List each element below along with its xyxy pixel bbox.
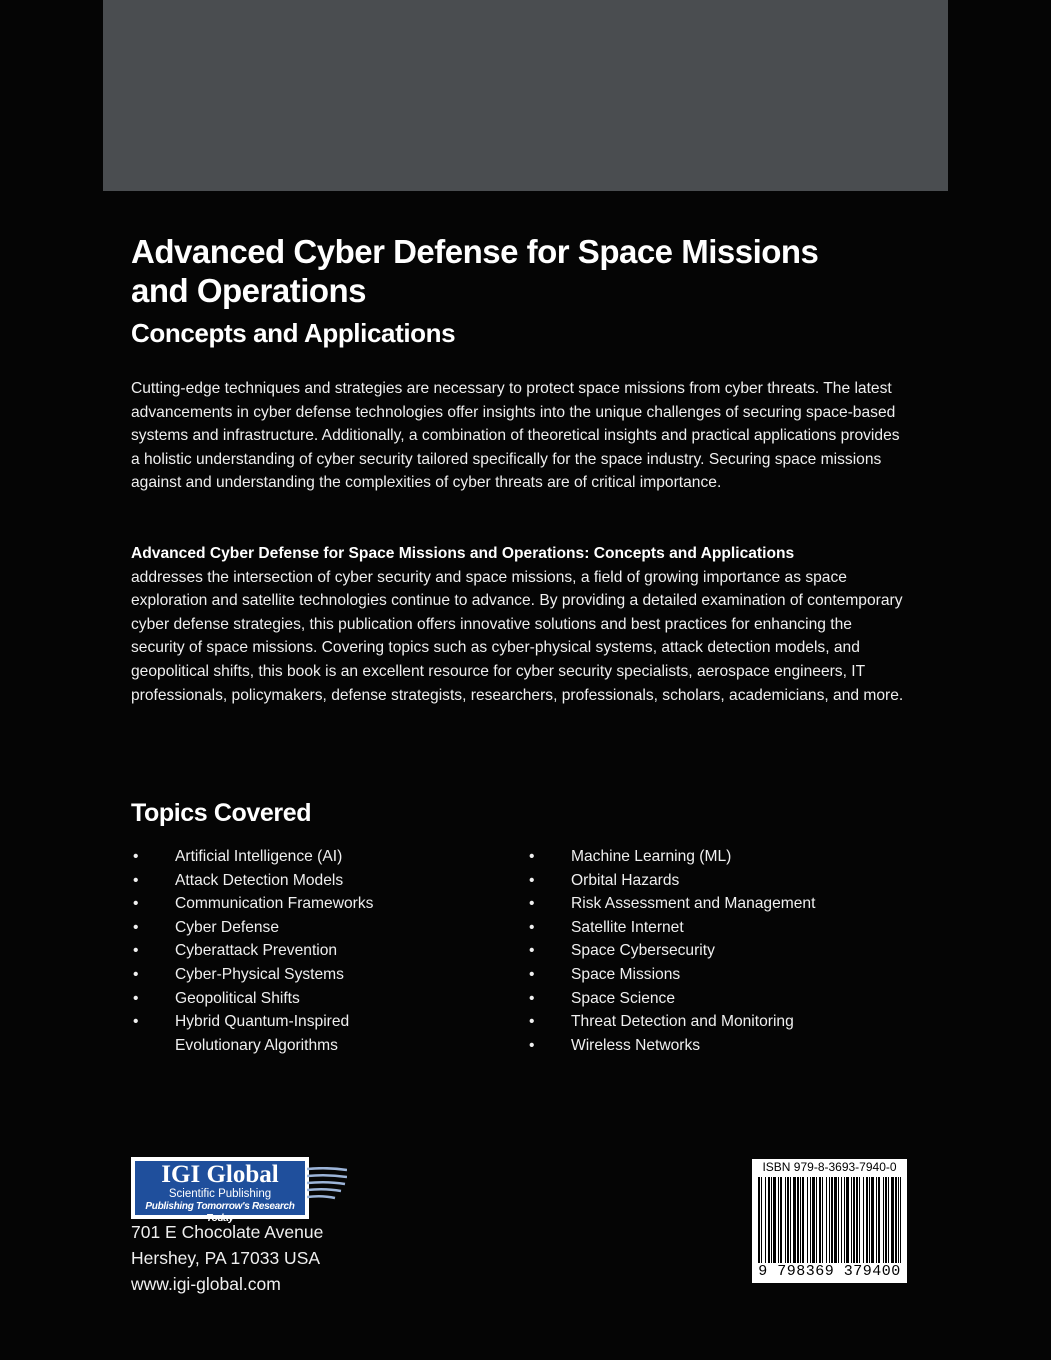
bullet: • <box>133 871 139 889</box>
topics-list-right <box>527 845 927 1057</box>
description-paragraph-1: Cutting-edge techniques and strategies are necessary to protect space missions from cyber threats. The latest advancements in cyber defense technologies offer insights into the unique challenges of securing space-based systems and infrastructure. Additionally, a combination of theoretical insights and practical applications provides a holistic understanding of cyber security tailored specifically for the space industry. Securing space missions against and understanding the complexities of cyber threats are of critical importance. <box>131 380 900 492</box>
barcode-bar <box>866 1177 868 1263</box>
barcode-bar <box>785 1177 786 1263</box>
barcode-bar <box>900 1177 901 1263</box>
bullet: • <box>133 989 139 1007</box>
topic-label: Hybrid Quantum-Inspired Evolutionary Algorithms <box>175 1013 350 1054</box>
topic-label: Geopolitical Shifts <box>175 989 300 1007</box>
topic-label: Space Cybersecurity <box>571 942 715 960</box>
topic-label: Attack Detection Models <box>175 871 344 889</box>
topic-item <box>131 963 511 987</box>
barcode-bar <box>895 1177 897 1263</box>
description-body: addresses the intersection of cyber security and space missions, a field of growing importance as space exploration and satellite technologies continue to advance. By providing a detailed examination of contemporary cyber defense strategies, this publication offers innovative solutions and best practices for enhancing the security of space missions. Covering topics such as cyber-physical systems, attack detection models, and geopolitical shifts, this book is an excellent resource for cyber security specialists, aerospace engineers, IT professionals, policymakers, defense strategists, researchers, professionals, scholars, academicians, and more. <box>131 568 904 704</box>
address-city: Hershey, PA 17033 USA <box>131 1248 321 1268</box>
logo-subtitle: Scientific Publishing <box>168 1188 272 1200</box>
bullet: • <box>529 848 535 865</box>
barcode-bar <box>793 1177 796 1263</box>
topic-item <box>131 845 511 869</box>
barcode-bar <box>758 1177 760 1263</box>
bullet: • <box>133 965 139 983</box>
topic-label: Machine Learning (ML) <box>571 848 732 865</box>
isbn-barcode <box>752 1159 907 1283</box>
barcode-bar <box>846 1177 849 1263</box>
barcode-bar <box>859 1177 860 1263</box>
topic-label: Cyber Defense <box>175 918 280 936</box>
book-title: Advanced Cyber Defense for Space Missions and Operations <box>131 233 819 309</box>
topic-label: Space Science <box>571 989 676 1007</box>
barcode-bar <box>768 1177 770 1263</box>
barcode-bar <box>761 1177 762 1263</box>
bullet: • <box>133 848 139 865</box>
bullet: • <box>133 895 139 913</box>
barcode-bar <box>888 1177 889 1263</box>
topic-item <box>527 963 927 987</box>
bullet: • <box>529 942 535 960</box>
topic-label: Orbital Hazards <box>571 871 680 889</box>
topic-label: Threat Detection and Monitoring <box>571 1013 794 1031</box>
bullet: • <box>529 895 535 913</box>
topic-item <box>131 939 511 963</box>
barcode-bar <box>885 1177 887 1263</box>
topic-item <box>131 916 511 940</box>
barcode-bar <box>863 1177 864 1263</box>
barcode-bar <box>891 1177 894 1263</box>
topic-label: Cyber-Physical Systems <box>175 965 344 983</box>
logo-stripes-icon <box>307 1167 347 1207</box>
logo-frame <box>131 1157 309 1224</box>
bullet: • <box>529 1036 535 1054</box>
topics-heading: Topics Covered <box>131 799 312 827</box>
barcode-bar <box>826 1177 827 1263</box>
logo-panel <box>135 1161 305 1224</box>
barcode-bar <box>871 1177 874 1263</box>
barcode-bar <box>771 1177 772 1263</box>
topic-item <box>131 1010 405 1057</box>
barcode-bar <box>851 1177 852 1263</box>
topic-item <box>527 916 927 940</box>
isbn-label: ISBN 979-8-3693-7940-0 <box>762 1160 897 1174</box>
address-street: 701 E Chocolate Avenue <box>131 1222 324 1242</box>
barcode-bar <box>856 1177 858 1263</box>
barcode-bar <box>787 1177 789 1263</box>
topic-item <box>527 1010 927 1034</box>
topic-item <box>527 869 927 893</box>
barcode-bar <box>800 1177 801 1263</box>
topic-label: Communication Frameworks <box>175 895 374 913</box>
publisher-logo <box>131 1157 347 1224</box>
barcode-bar <box>819 1177 821 1263</box>
barcode-bar <box>802 1177 804 1263</box>
topic-label: Satellite Internet <box>571 918 684 936</box>
barcode-bar <box>822 1177 823 1263</box>
barcode-bar <box>812 1177 815 1263</box>
barcode-bar <box>778 1177 779 1263</box>
barcode-bar <box>853 1177 855 1263</box>
barcode-bar <box>816 1177 817 1263</box>
barcode-bar <box>807 1177 808 1263</box>
topic-item <box>527 939 927 963</box>
topic-item <box>527 987 927 1011</box>
bullet: • <box>529 918 535 936</box>
topic-item <box>131 869 511 893</box>
description-bold-title: Advanced Cyber Defense for Space Missions and Operations: Concepts and Applications <box>131 545 795 562</box>
bullet: • <box>529 1013 535 1031</box>
barcode-digits: 9 798369 379400 <box>758 1263 901 1280</box>
barcode-bar <box>834 1177 837 1263</box>
barcode-bar <box>829 1177 830 1263</box>
topic-item <box>131 892 511 916</box>
cover-image-panel <box>103 0 948 191</box>
topic-item <box>527 1034 927 1058</box>
topic-label: Space Missions <box>571 965 681 983</box>
publisher-address <box>131 1219 323 1297</box>
bullet: • <box>133 942 139 960</box>
publisher-website: www.igi-global.com <box>131 1274 281 1294</box>
topic-item <box>131 987 511 1011</box>
barcode-bar <box>797 1177 799 1263</box>
barcode-bar <box>841 1177 842 1263</box>
bullet: • <box>133 1013 139 1031</box>
barcode-bar <box>878 1177 880 1263</box>
barcode-bar <box>831 1177 833 1263</box>
barcode-bar <box>790 1177 791 1263</box>
barcode-bar <box>780 1177 782 1263</box>
book-subtitle: Concepts and Applications <box>131 318 456 348</box>
barcode-bar <box>838 1177 839 1263</box>
barcode-bar <box>765 1177 766 1263</box>
description-paragraph-2 <box>131 542 906 707</box>
topic-label: Cyberattack Prevention <box>175 942 338 960</box>
topic-label: Artificial Intelligence (AI) <box>175 848 343 865</box>
bullet: • <box>529 989 535 1007</box>
barcode-bar <box>898 1177 899 1263</box>
barcode-bar <box>869 1177 870 1263</box>
barcode-bar <box>876 1177 877 1263</box>
topics-list-left <box>131 845 511 1057</box>
barcode-bar <box>810 1177 811 1263</box>
logo-tagline: Publishing Tomorrow's Research Today <box>145 1201 295 1224</box>
barcode-bar <box>773 1177 776 1263</box>
barcode-bars-icon <box>758 1177 901 1263</box>
topic-item <box>527 892 927 916</box>
topic-label: Wireless Networks <box>571 1036 701 1054</box>
barcode-bar <box>883 1177 884 1263</box>
logo-name: IGI Global <box>161 1161 279 1188</box>
topic-item <box>527 845 927 869</box>
bullet: • <box>529 965 535 983</box>
topic-label: Risk Assessment and Management <box>571 895 816 913</box>
bullet: • <box>529 871 535 889</box>
bullet: • <box>133 918 139 936</box>
barcode-bar <box>844 1177 845 1263</box>
